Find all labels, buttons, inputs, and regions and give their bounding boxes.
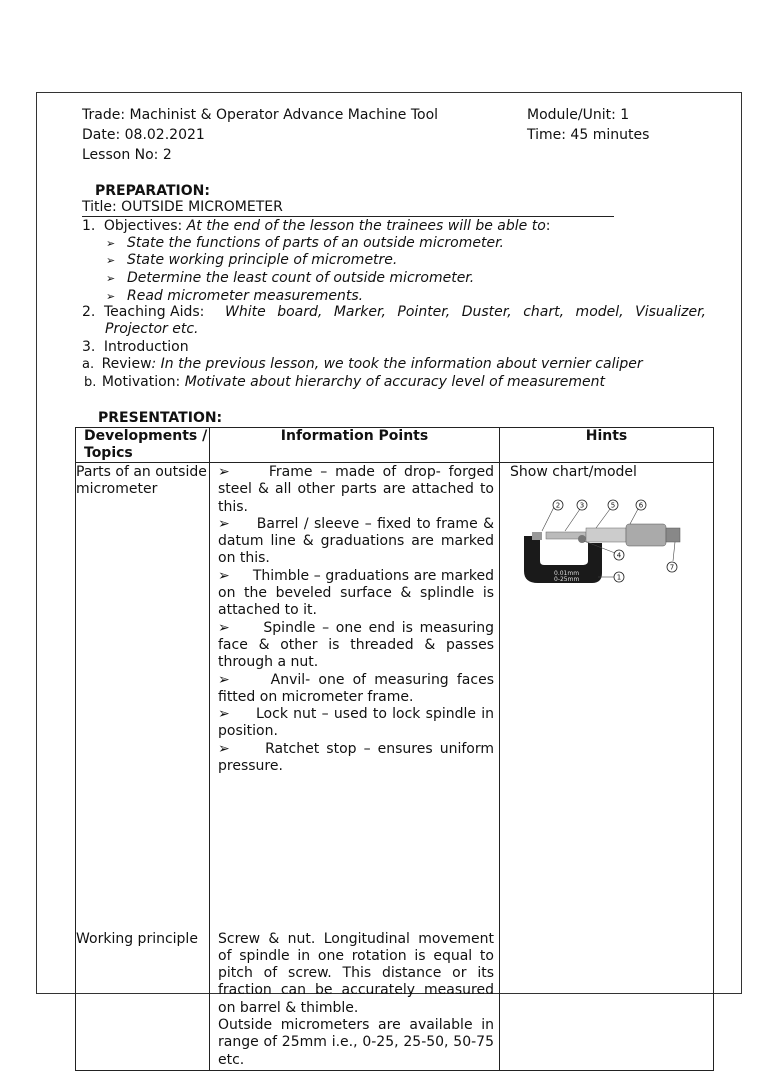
motivation-text: Motivate about hierarchy of accuracy level of measurement xyxy=(184,374,605,390)
date-line: Date: 08.02.2021 xyxy=(82,127,205,143)
lesson-line: Lesson No: 2 xyxy=(82,147,172,163)
info-point xyxy=(218,568,494,620)
table-row xyxy=(76,463,714,930)
presentation-heading: PRESENTATION: xyxy=(98,410,223,426)
lesson-title-text: Title: OUTSIDE MICROMETER xyxy=(82,199,283,215)
arrow-bullet-icon: ➢ xyxy=(106,290,116,303)
hints-cell xyxy=(500,463,714,1071)
intro-number: 3. xyxy=(82,339,96,355)
lesson-title xyxy=(82,199,614,217)
info-point xyxy=(218,516,494,568)
trade-line: Trade: Machinist & Operator Advance Machine Tool xyxy=(82,107,439,123)
arrow-bullet-icon: ➢ xyxy=(218,671,271,688)
column-header-information: Information Points xyxy=(210,428,500,463)
arrow-bullet-icon: ➢ xyxy=(106,237,116,250)
review-letter: a. xyxy=(82,357,95,372)
info-point-text: Lock nut – used to lock spindle in position. xyxy=(218,706,495,740)
info-point-text: Barrel / sleeve – fixed to frame & datum line & graduations are marked on this. xyxy=(218,515,495,567)
info-point xyxy=(218,620,494,672)
review-text: : In the previous lesson, we took the information about vernier caliper xyxy=(151,356,643,372)
motivation-line xyxy=(84,373,605,392)
aids-text-continued: Projector etc. xyxy=(105,321,199,337)
arrow-bullet-icon: ➢ xyxy=(218,567,253,584)
info-point-text: Frame – made of drop- forged steel & all other parts are attached to this. xyxy=(218,464,495,515)
intro-label: Introduction xyxy=(103,339,189,355)
info-point-text: Ratchet stop – ensures uniform pressure. xyxy=(218,740,495,775)
objective-item: Read micrometer measurements. xyxy=(127,288,364,304)
topic-text: Parts of an outside micrometer xyxy=(76,464,207,498)
arrow-bullet-icon: ➢ xyxy=(106,272,116,285)
arrow-bullet-icon: ➢ xyxy=(218,464,269,480)
info-paragraph: Screw & nut. Longitudinal movement of spindle in one rotation is equal to pitch of screw. This distance or its fraction can be accurately measured on barrel & thimble. xyxy=(218,930,494,1016)
arrow-bullet-icon: ➢ xyxy=(218,740,266,757)
info-point-text: Thimble – graduations are marked on the beveled surface & splindle is attached to it. xyxy=(218,567,495,619)
info-paragraph: Outside micrometers are available in range of 25mm i.e., 0-25, 25-50, 50-75 etc. xyxy=(218,1016,494,1068)
topic-cell xyxy=(76,463,210,930)
callout-label: 5 xyxy=(610,501,616,510)
callout-label: 3 xyxy=(579,501,585,510)
thimble-shape xyxy=(626,524,666,546)
motivation-label: Motivation: xyxy=(101,374,185,390)
info-point-text: Anvil- one of measuring faces fitted on micrometer frame. xyxy=(218,671,494,705)
frame-label-1: 0.01mm xyxy=(554,570,580,577)
info-point xyxy=(218,672,494,707)
frame-label-2: 0-25mm xyxy=(554,576,580,583)
preparation-heading: PREPARATION: xyxy=(95,183,210,199)
objective-item: State the functions of parts of an outside micrometer. xyxy=(127,235,504,251)
objective-item: State working principle of micrometre. xyxy=(127,252,398,268)
ratchet-shape xyxy=(666,528,680,542)
review-line xyxy=(82,355,643,374)
info-point xyxy=(218,464,494,516)
arrow-bullet-icon: ➢ xyxy=(218,515,257,532)
review-label: Review xyxy=(101,356,152,372)
time-line: Time: 45 minutes xyxy=(527,127,650,143)
callout-label: 1 xyxy=(616,573,622,582)
objectives-number: 1. xyxy=(82,218,96,234)
aids-number: 2. xyxy=(82,304,96,320)
anvil-shape xyxy=(532,532,542,540)
information-cell xyxy=(210,930,500,1071)
presentation-table xyxy=(75,427,714,1071)
info-point-text: Spindle – one end is measuring face & other is threaded & passes through a nut. xyxy=(218,619,495,671)
motivation-letter: b. xyxy=(84,375,97,390)
micrometer-diagram xyxy=(510,491,690,586)
column-header-hints: Hints xyxy=(500,428,714,463)
arrow-bullet-icon: ➢ xyxy=(218,706,256,723)
objectives-colon: : xyxy=(545,218,551,234)
objectives-label: Objectives: xyxy=(103,218,187,234)
aids-text: White board, Marker, Pointer, Duster, chart, model, Visualizer, xyxy=(225,304,706,320)
aids-label: Teaching Aids: xyxy=(104,304,205,320)
barrel-shape xyxy=(586,528,626,542)
module-line: Module/Unit: 1 xyxy=(527,107,630,123)
arrow-bullet-icon: ➢ xyxy=(218,619,264,636)
info-point xyxy=(218,706,494,741)
topic-text: Working principle xyxy=(76,930,198,947)
objective-item: Determine the least count of outside micrometer. xyxy=(127,270,475,286)
hint-text: Show chart/model xyxy=(510,464,637,480)
information-cell xyxy=(210,463,500,930)
callout-label: 6 xyxy=(638,501,644,510)
callout-label: 2 xyxy=(555,501,561,510)
table-header-row xyxy=(76,428,714,463)
topic-cell xyxy=(76,930,210,1071)
arrow-bullet-icon: ➢ xyxy=(106,254,116,267)
info-point xyxy=(218,741,494,776)
objectives-intro: At the end of the lesson the trainees will be able to xyxy=(186,218,546,234)
column-header-topics: Developments / Topics xyxy=(76,428,210,463)
callout-label: 4 xyxy=(616,551,622,560)
callout-label: 7 xyxy=(669,563,675,572)
lock-nut-shape xyxy=(578,535,586,543)
